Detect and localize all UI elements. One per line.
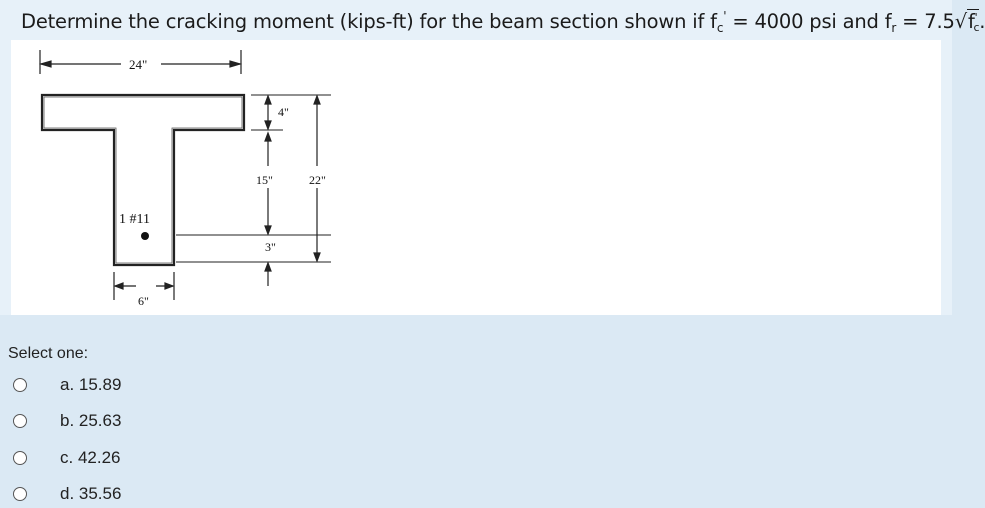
- option-d[interactable]: [12, 482, 121, 506]
- flange-depth-label: 4": [278, 105, 289, 119]
- flange-width-label: 24": [129, 57, 148, 72]
- rebar-label: 1 #11: [119, 212, 150, 227]
- question-text: [21, 10, 985, 33]
- web-width-label: 6": [138, 294, 149, 308]
- option-c[interactable]: [12, 446, 121, 470]
- option-label: b. 25.63: [60, 411, 122, 430]
- option-label: d. 35.56: [60, 484, 122, 503]
- question-end: .: [979, 10, 985, 33]
- cover-dimension: [265, 263, 271, 286]
- question-eq: = 7.5: [896, 10, 955, 33]
- radio-button[interactable]: [13, 487, 27, 501]
- option-label: c. 42.26: [60, 448, 121, 467]
- figure-panel: [11, 40, 941, 315]
- radio-button[interactable]: [13, 378, 27, 392]
- sqrt-f: f: [967, 10, 975, 33]
- option-a[interactable]: [12, 373, 121, 397]
- radio-button[interactable]: [13, 414, 27, 428]
- sqrt-symbol: √f'c: [954, 10, 980, 34]
- sqrt-prime: ': [974, 11, 978, 24]
- option-b[interactable]: [12, 409, 121, 433]
- cover-label: 3": [265, 240, 276, 254]
- flange-depth-dimension: [265, 96, 271, 129]
- radio-button[interactable]: [13, 451, 27, 465]
- select-one-label: Select one:: [8, 345, 89, 362]
- question-prefix: Determine the cracking moment (kips-ft) for the beam section shown if f: [21, 10, 717, 33]
- fc-subscript: c: [716, 21, 724, 35]
- total-depth-label: 22": [309, 173, 326, 187]
- tbeam-outline: [42, 95, 244, 265]
- sqrt-subscript: c: [973, 21, 980, 34]
- question-mid: = 4000 psi and f: [726, 10, 892, 33]
- fc-prime: ': [723, 9, 727, 23]
- rebar-dot: [141, 232, 149, 240]
- effective-depth-label: 15": [256, 173, 273, 187]
- tbeam-diagram: [11, 40, 941, 315]
- option-label: a. 15.89: [60, 375, 122, 394]
- fr-subscript: r: [891, 21, 897, 35]
